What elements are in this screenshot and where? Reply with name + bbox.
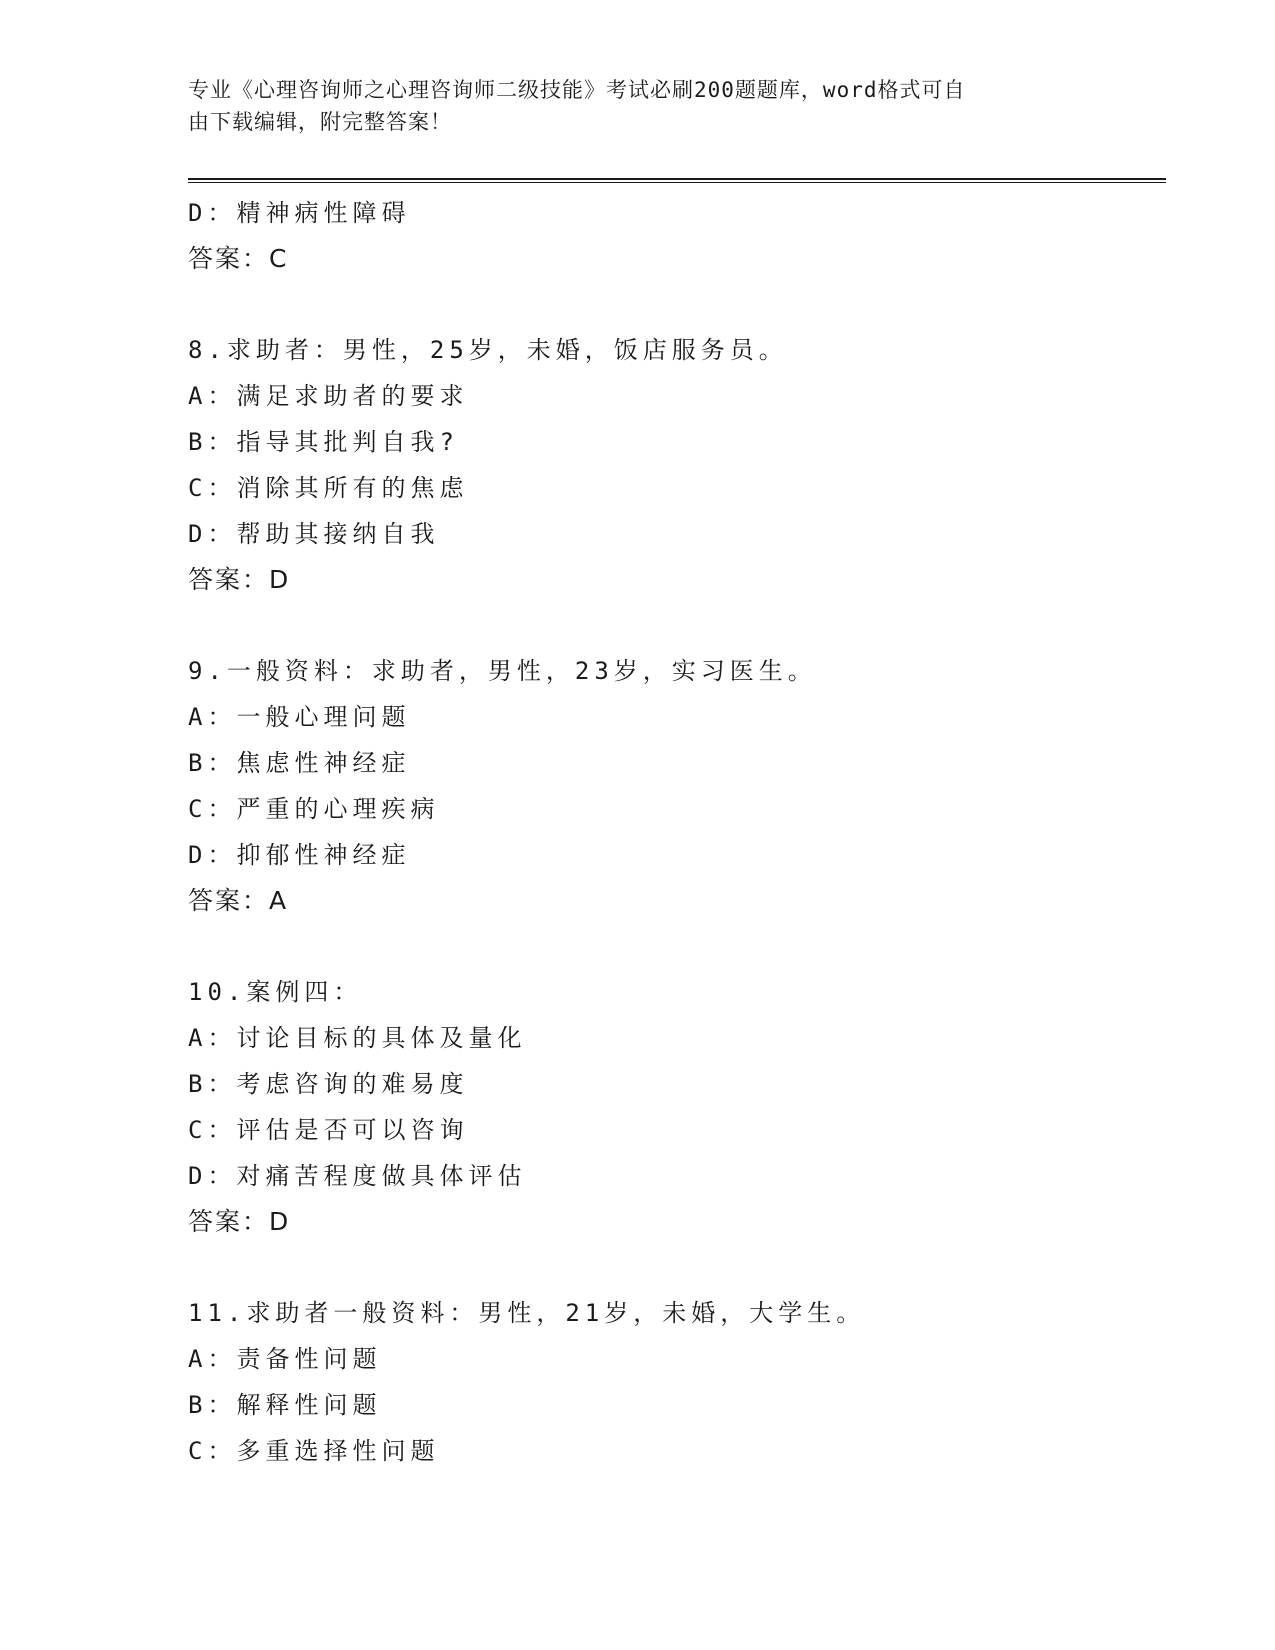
option-a: A：讨论目标的具体及量化 bbox=[188, 1024, 527, 1052]
answer-line: 答案：A bbox=[188, 886, 289, 915]
option-d: D：精神病性障碍 bbox=[188, 199, 411, 227]
document-header bbox=[188, 74, 1088, 138]
option-c: C：评估是否可以咨询 bbox=[188, 1116, 469, 1144]
answer-line: 答案：C bbox=[188, 244, 289, 273]
option-d: D：对痛苦程度做具体评估 bbox=[188, 1162, 527, 1190]
question-stem: 11.求助者一般资料：男性，21岁，未婚，大学生。 bbox=[188, 1299, 866, 1327]
answer-line: 答案：D bbox=[188, 1207, 291, 1236]
option-b: B：解释性问题 bbox=[188, 1391, 382, 1419]
question-stem: 9.一般资料：求助者，男性，23岁，实习医生。 bbox=[188, 657, 817, 685]
question-stem: 8.求助者：男性，25岁，未婚，饭店服务员。 bbox=[188, 336, 788, 364]
question-list bbox=[188, 190, 1138, 1474]
option-d: D：帮助其接纳自我 bbox=[188, 520, 440, 548]
option-b: B：指导其批判自我? bbox=[188, 428, 459, 456]
option-b: B：焦虑性神经症 bbox=[188, 749, 411, 777]
option-c: C：消除其所有的焦虑 bbox=[188, 474, 469, 502]
header-line-2: 由下载编辑，附完整答案！ bbox=[188, 110, 452, 134]
option-a: A：一般心理问题 bbox=[188, 703, 411, 731]
option-b: B：考虑咨询的难易度 bbox=[188, 1070, 469, 1098]
answer-line: 答案：D bbox=[188, 565, 291, 594]
option-a: A：责备性问题 bbox=[188, 1345, 382, 1373]
header-line-1: 专业《心理咨询师之心理咨询师二级技能》考试必刷200题题库，word格式可自 bbox=[188, 78, 966, 102]
question-stem: 10.案例四： bbox=[188, 978, 363, 1006]
option-a: A：满足求助者的要求 bbox=[188, 382, 469, 410]
option-c: C：多重选择性问题 bbox=[188, 1437, 440, 1465]
option-c: C：严重的心理疾病 bbox=[188, 795, 440, 823]
option-d: D：抑郁性神经症 bbox=[188, 841, 411, 869]
header-divider bbox=[188, 178, 1166, 183]
